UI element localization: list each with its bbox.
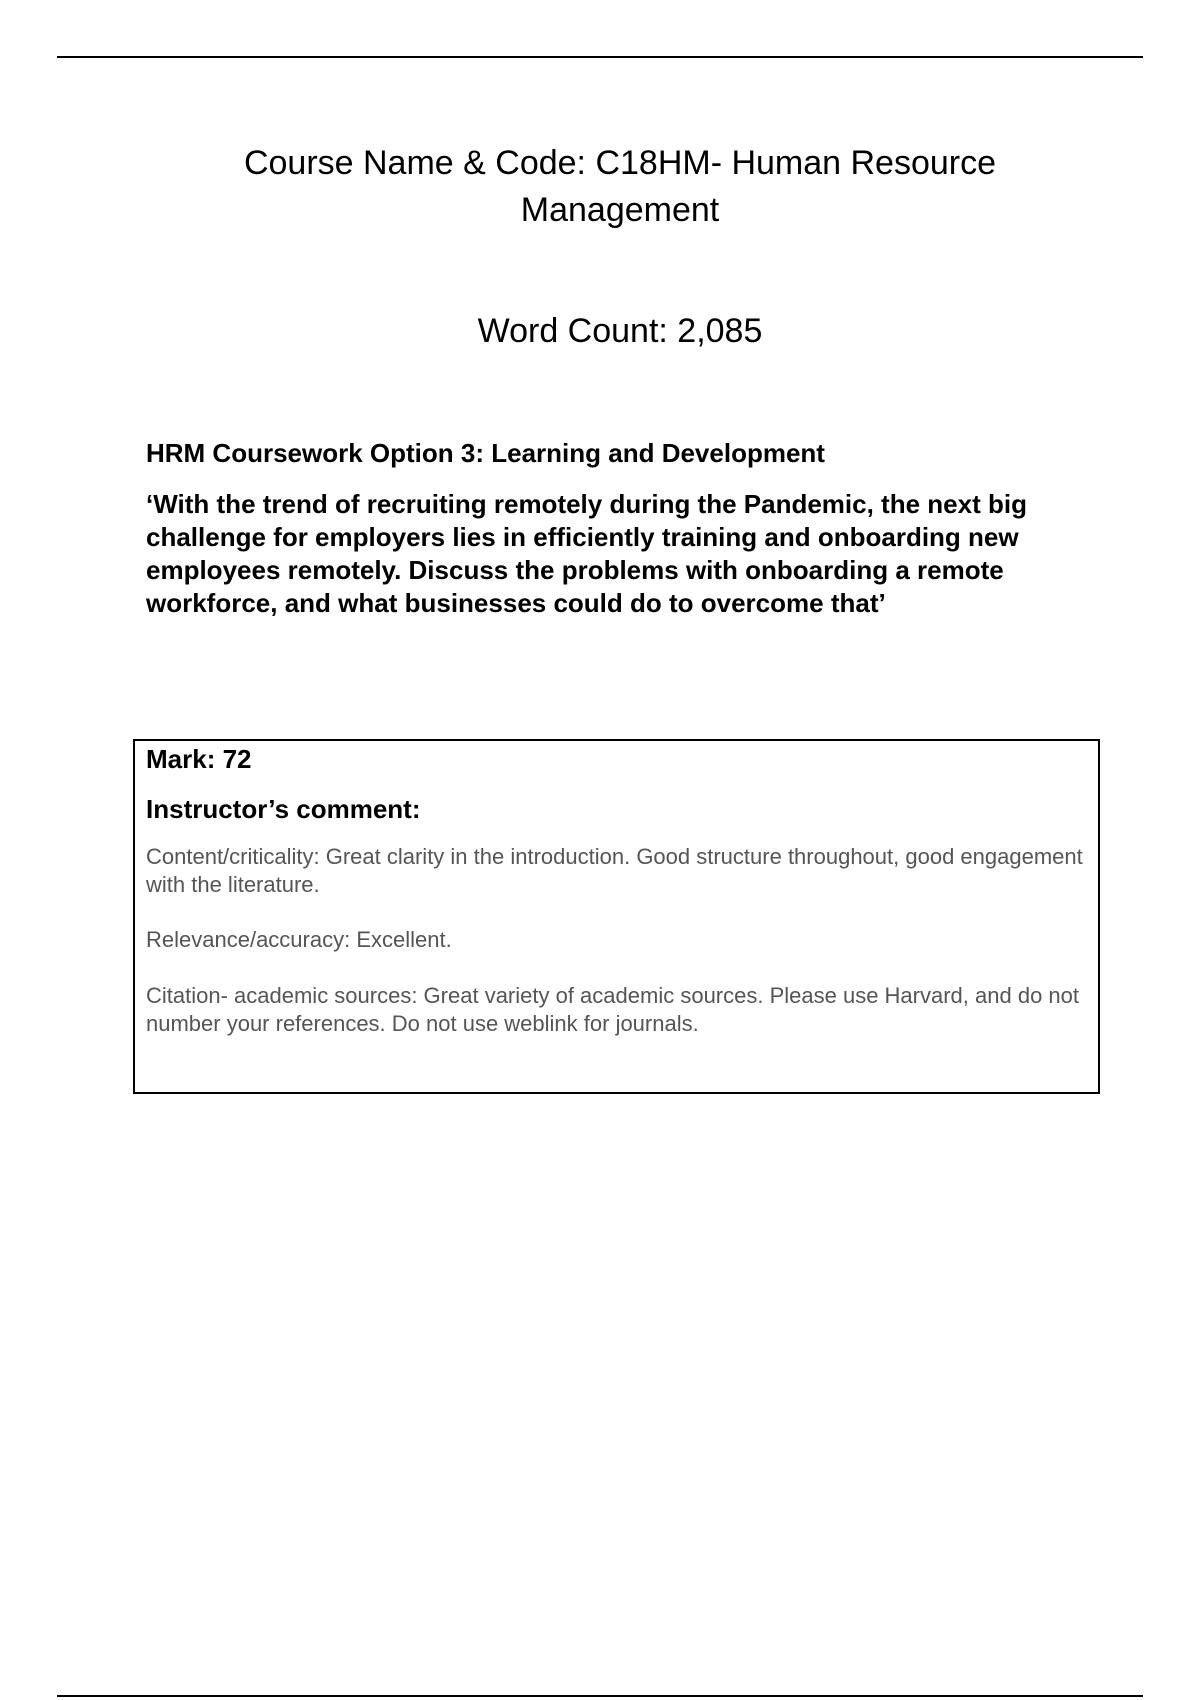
bottom-rule: [57, 1695, 1143, 1697]
course-title: Course Name & Code: C18HM- Human Resource Management: [243, 144, 997, 229]
instructor-comment-heading: Instructor’s comment:: [146, 794, 421, 824]
mark-label: Mark: 72: [146, 744, 252, 774]
comment-content-criticality: Content/criticality: Great clarity in the introduction. Good structure throughout, good engagement with the literature.: [146, 844, 1083, 897]
word-count: Word Count: 2,085: [477, 312, 763, 350]
comment-citation-sources: Citation- academic sources: Great variety of academic sources. Please use Harvard, and do not number your references. Do not use weblink for journals.: [146, 983, 1080, 1036]
top-rule: [57, 56, 1143, 58]
assignment-heading: HRM Coursework Option 3: Learning and Development: [146, 438, 825, 468]
comment-relevance-accuracy: Relevance/accuracy: Excellent.: [146, 927, 452, 952]
assignment-question: ‘With the trend of recruiting remotely during the Pandemic, the next big challenge for employers lies in efficiently training and onboarding new employees remotely. Discuss the problems with onboarding a remote workforce, and what businesses could do to overcome that’: [146, 489, 1027, 618]
